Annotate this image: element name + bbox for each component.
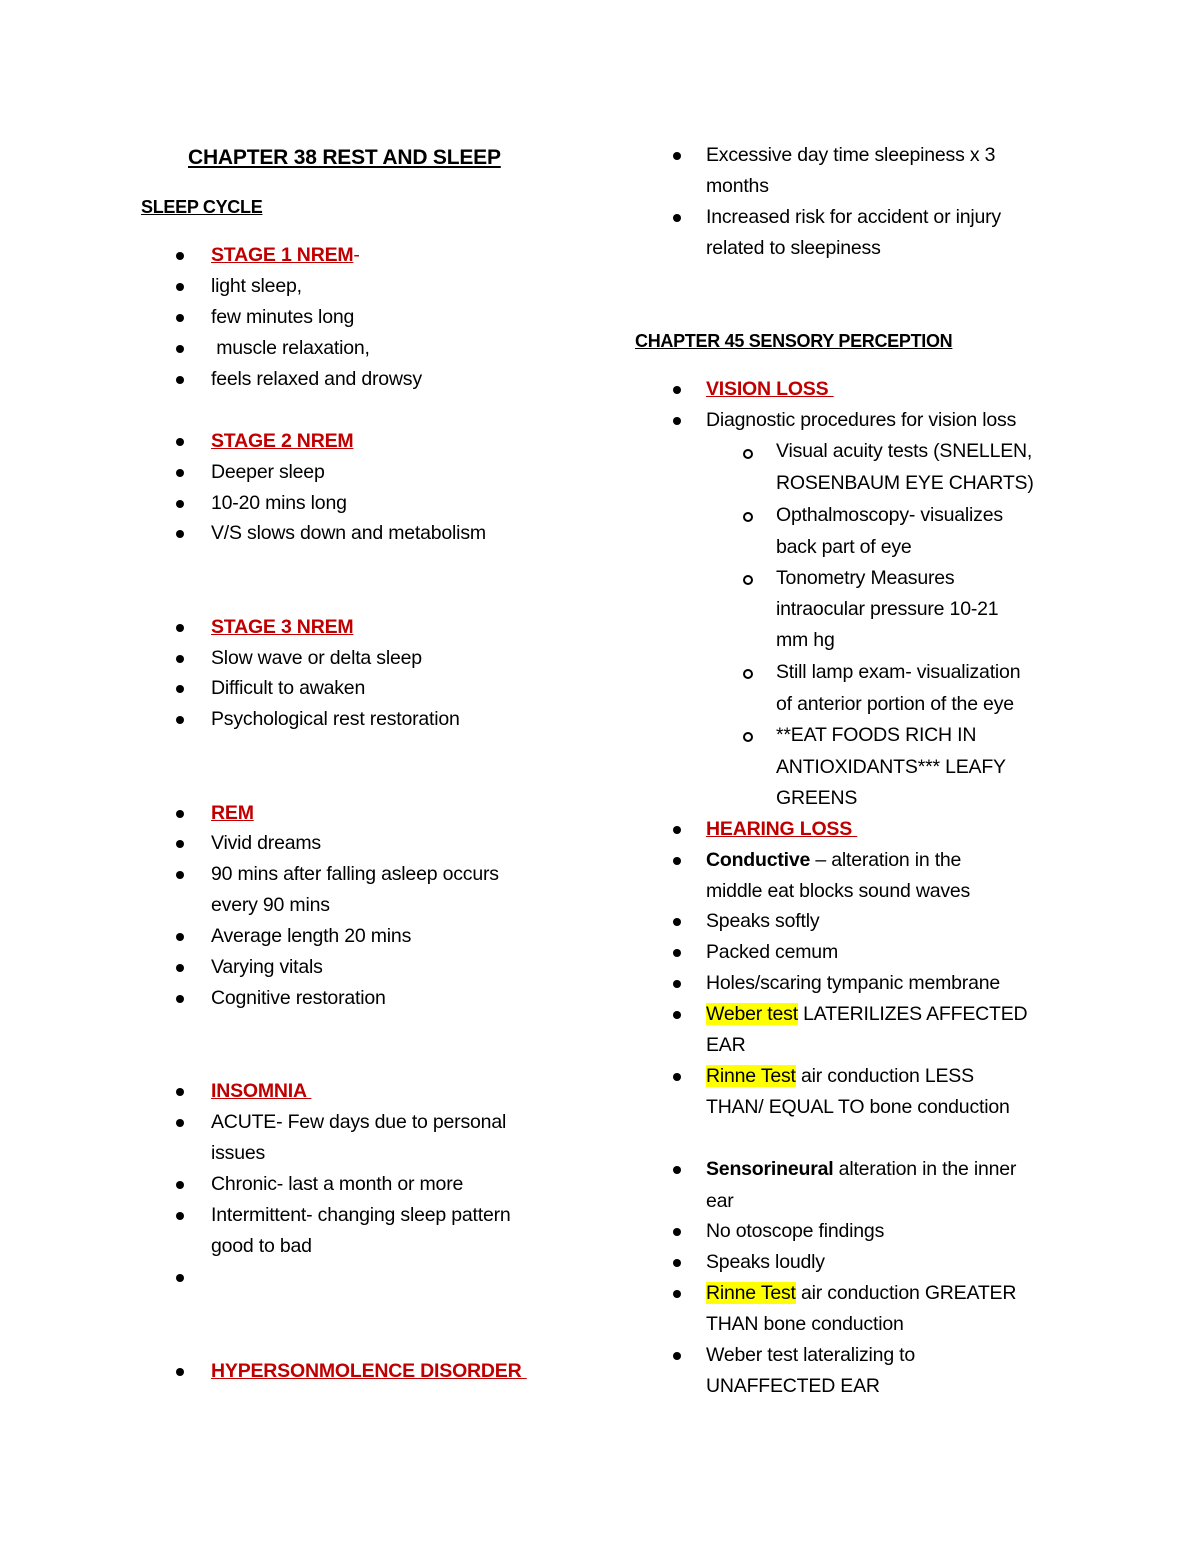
rinne-test-2-highlight: Rinne Test bbox=[706, 1282, 796, 1304]
chapter-38-title: CHAPTER 38 REST AND SLEEP bbox=[188, 146, 501, 169]
sub-bullet bbox=[743, 512, 753, 522]
rinne-test-text: air conduction LESS bbox=[795, 1065, 974, 1087]
sensorineural-line bbox=[706, 1154, 1016, 1185]
hyper-heading-line bbox=[211, 1356, 527, 1387]
bullet bbox=[673, 826, 681, 834]
bullet bbox=[673, 1228, 681, 1236]
sub-list-item: Still lamp exam- visualization bbox=[776, 661, 1021, 683]
bullet bbox=[176, 840, 184, 848]
bullet bbox=[673, 1073, 681, 1081]
sub-list-continuation: ANTIOXIDANTS*** LEAFY bbox=[776, 756, 1006, 778]
hearing-loss-heading: HEARING LOSS bbox=[706, 818, 858, 840]
stage1-heading-line bbox=[211, 240, 360, 271]
list-item: few minutes long bbox=[211, 306, 355, 328]
bullet bbox=[176, 1181, 184, 1189]
list-item: No otoscope findings bbox=[706, 1220, 885, 1242]
bullet bbox=[673, 1166, 681, 1174]
list-item: Intermittent- changing sleep pattern bbox=[211, 1204, 511, 1226]
chapter-45-title: CHAPTER 45 SENSORY PERCEPTION bbox=[635, 331, 953, 351]
bullet-empty bbox=[176, 1274, 184, 1282]
stage1-heading: STAGE 1 NREM bbox=[211, 244, 354, 266]
rinne-test-highlight: Rinne Test bbox=[706, 1065, 796, 1087]
sub-list-item: Opthalmoscopy- visualizes bbox=[776, 504, 1003, 526]
list-item: Excessive day time sleepiness x 3 bbox=[706, 144, 996, 166]
insomnia-heading-line bbox=[211, 1076, 311, 1107]
list-item: Varying vitals bbox=[211, 956, 323, 978]
rinne-test-line bbox=[706, 1061, 974, 1092]
conductive-label: Conductive bbox=[706, 849, 811, 871]
list-item: Speaks softly bbox=[706, 910, 820, 932]
list-item: Increased risk for accident or injury bbox=[706, 206, 1001, 228]
list-item: 10-20 mins long bbox=[211, 492, 347, 514]
sub-bullet bbox=[743, 575, 753, 585]
stage3-heading: STAGE 3 NREM bbox=[211, 616, 354, 638]
bullet bbox=[176, 871, 184, 879]
list-item-continuation: THAN bone conduction bbox=[706, 1313, 904, 1335]
list-item-continuation: middle eat blocks sound waves bbox=[706, 880, 971, 902]
bullet bbox=[176, 716, 184, 724]
list-item: Deeper sleep bbox=[211, 461, 325, 483]
list-item: Weber test lateralizing to bbox=[706, 1344, 916, 1366]
list-item-continuation: UNAFFECTED EAR bbox=[706, 1375, 880, 1397]
sub-list-item: Visual acuity tests (SNELLEN, bbox=[776, 440, 1033, 462]
list-item-continuation: every 90 mins bbox=[211, 894, 330, 916]
bullet bbox=[176, 283, 184, 291]
bullet bbox=[176, 438, 184, 446]
list-item: Psychological rest restoration bbox=[211, 708, 460, 730]
sensorineural-text: alteration in the inner bbox=[833, 1158, 1017, 1180]
sub-list-item: **EAT FOODS RICH IN bbox=[776, 724, 977, 746]
bullet bbox=[176, 1368, 184, 1376]
bullet bbox=[176, 314, 184, 322]
list-item: Diagnostic procedures for vision loss bbox=[706, 409, 1017, 431]
weber-test-line bbox=[706, 999, 1027, 1030]
rem-heading: REM bbox=[211, 802, 254, 824]
bullet bbox=[176, 685, 184, 693]
bullet bbox=[176, 1088, 184, 1096]
bullet bbox=[176, 995, 184, 1003]
stage1-dash: - bbox=[353, 244, 360, 266]
sub-list-continuation: intraocular pressure 10-21 bbox=[776, 598, 999, 620]
bullet bbox=[176, 1119, 184, 1127]
list-item: Packed cemum bbox=[706, 941, 838, 963]
list-item: Holes/scaring tympanic membrane bbox=[706, 972, 1001, 994]
rinne-test-2-line bbox=[706, 1278, 1016, 1309]
list-item: Average length 20 mins bbox=[211, 925, 412, 947]
bullet bbox=[673, 1259, 681, 1267]
bullet bbox=[673, 152, 681, 160]
sub-bullet bbox=[743, 732, 753, 742]
stage2-heading: STAGE 2 NREM bbox=[211, 430, 354, 452]
bullet bbox=[176, 655, 184, 663]
list-item: light sleep, bbox=[211, 275, 302, 297]
bullet bbox=[176, 624, 184, 632]
list-item-continuation: THAN/ EQUAL TO bone conduction bbox=[706, 1096, 1010, 1118]
bullet bbox=[673, 1352, 681, 1360]
sub-list-continuation: of anterior portion of the eye bbox=[776, 693, 1014, 715]
bullet bbox=[673, 1011, 681, 1019]
list-item-continuation: related to sleepiness bbox=[706, 237, 881, 259]
bullet bbox=[176, 1212, 184, 1220]
bullet bbox=[673, 918, 681, 926]
bullet bbox=[673, 857, 681, 865]
list-item: ACUTE- Few days due to personal bbox=[211, 1111, 507, 1133]
bullet bbox=[176, 469, 184, 477]
insomnia-heading: INSOMNIA bbox=[211, 1080, 312, 1102]
bullet bbox=[673, 980, 681, 988]
sub-bullet bbox=[743, 449, 753, 459]
weber-test-highlight: Weber test bbox=[706, 1003, 798, 1025]
list-item-continuation: months bbox=[706, 175, 769, 197]
list-item: Speaks loudly bbox=[706, 1251, 825, 1273]
list-item-continuation: issues bbox=[211, 1142, 266, 1164]
sub-list-continuation: mm hg bbox=[776, 629, 835, 651]
bullet bbox=[176, 530, 184, 538]
sub-list-continuation: ROSENBAUM EYE CHARTS) bbox=[776, 472, 1034, 494]
list-item: Chronic- last a month or more bbox=[211, 1173, 464, 1195]
sub-bullet bbox=[743, 669, 753, 679]
bullet bbox=[673, 386, 681, 394]
rinne-test-2-text: air conduction GREATER bbox=[795, 1282, 1017, 1304]
list-item-continuation: EAR bbox=[706, 1034, 746, 1056]
bullet bbox=[176, 376, 184, 384]
list-item-continuation: good to bad bbox=[211, 1235, 312, 1257]
bullet bbox=[176, 252, 184, 260]
bullet bbox=[673, 417, 681, 425]
weber-test-text: LATERILIZES AFFECTED bbox=[797, 1003, 1028, 1025]
list-item: muscle relaxation, bbox=[211, 337, 370, 359]
sleep-cycle-heading: SLEEP CYCLE bbox=[141, 197, 263, 217]
list-item: V/S slows down and metabolism bbox=[211, 522, 486, 544]
list-item-continuation: ear bbox=[706, 1190, 734, 1212]
bullet bbox=[673, 214, 681, 222]
stage3-heading-line bbox=[211, 612, 353, 643]
bullet bbox=[673, 949, 681, 957]
bullet bbox=[176, 933, 184, 941]
vision-heading-line bbox=[706, 374, 834, 405]
list-item: 90 mins after falling asleep occurs bbox=[211, 863, 499, 885]
list-item: Vivid dreams bbox=[211, 832, 321, 854]
sub-list-item: Tonometry Measures bbox=[776, 567, 955, 589]
bullet bbox=[176, 345, 184, 353]
hearing-heading-line bbox=[706, 814, 857, 845]
bullet bbox=[176, 500, 184, 508]
vision-loss-heading: VISION LOSS bbox=[706, 378, 834, 400]
bullet bbox=[176, 810, 184, 818]
list-item: Cognitive restoration bbox=[211, 987, 386, 1009]
sub-list-continuation: back part of eye bbox=[776, 536, 912, 558]
list-item: feels relaxed and drowsy bbox=[211, 368, 422, 390]
sub-list-continuation: GREENS bbox=[776, 787, 858, 809]
sensorineural-label: Sensorineural bbox=[706, 1158, 834, 1180]
conductive-line bbox=[706, 845, 961, 876]
hypersomnolence-heading: HYPERSONMOLENCE DISORDER bbox=[211, 1360, 527, 1382]
stage2-heading-line bbox=[211, 426, 353, 457]
rem-heading-line bbox=[211, 798, 254, 829]
bullet bbox=[673, 1290, 681, 1298]
bullet bbox=[176, 964, 184, 972]
list-item: Slow wave or delta sleep bbox=[211, 647, 422, 669]
conductive-text: – alteration in the bbox=[810, 849, 962, 871]
list-item: Difficult to awaken bbox=[211, 677, 366, 699]
